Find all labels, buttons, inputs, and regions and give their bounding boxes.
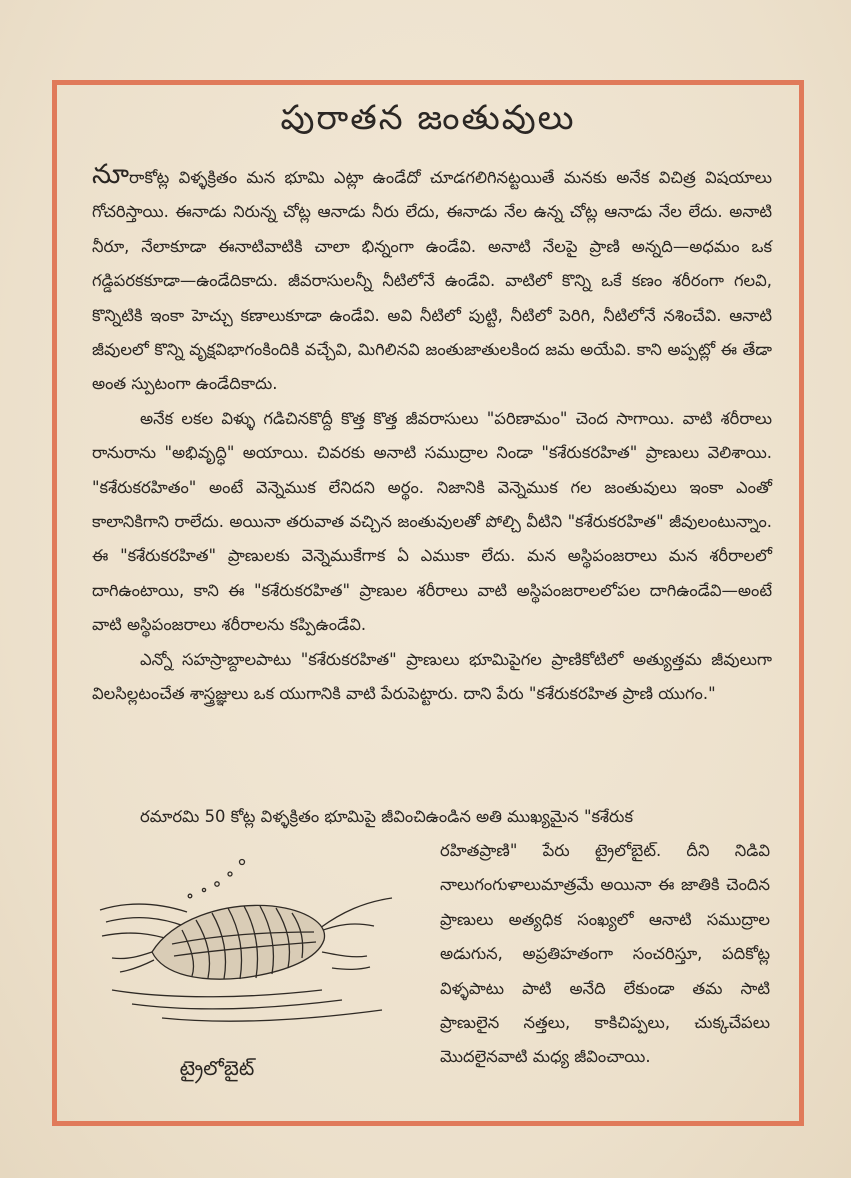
paragraph-1-text: రాకోట్ల విళ్ళక్రితం మన భూమి ఎట్లా ఉండేదో చూడగలిగినట్టయితే మనకు అనేక విచిత్ర విషయాలు గోచరిస్తాయి. ఈనాడు నిరున్న చోట్ల ఆనాడు నీరు లేదు, ఈనాడు నేల ఉన్న చోట్ల ఆనాడు నేల లేదు. అనాటి నీరూ, నేలాకూడా ఈనాటివాటికి చాలా భిన్నంగా ఉండేవి. అనాటి నేలపై ప్రాణి అన్నది—అధమం ఒక గడ్డిపరకకూడా—ఉండేదికాదు. జీవరాసులన్నీ నీటిలోనే ఉండేవి. వాటిలో కొన్ని ఒకే కణం శరీరంగా గలవి, కొన్నిటికి ఇంకా హెచ్చు కణాలుకూడా ఉండేవి. అవి నీటిలో పుట్టి, నీటిలో పెరిగి, నీటిలోనే నశించేవి. ఆనాటి జీవులలో కొన్ని వృక్షవిభాగంకిందికి వచ్చేవి, మిగిలినవి జంతుజాతులకింద జమ అయేవి. కాని అప్పట్లో ఈ తేడా అంత స్పుటంగా ఉండేదికాదు. <box>92 168 772 394</box>
drop-cap: నూ <box>92 159 129 190</box>
paragraph-3: ఎన్నో సహస్రాబ్దాలపాటు "కశేరుకరహిత" ప్రాణులు భూమిపైగల ప్రాణికోటిలో అత్యుత్తమ జీవులుగా విలసిల్లటంచేత శాస్త్రజ్ఞులు ఒక యుగానికి వాటి పేరుపెట్టారు. దాని పేరు "కశేరుకరహిత ప్రాణి యుగం." <box>92 649 772 704</box>
paragraph-2: అనేక లకల విళ్ళు గడిచినకొద్దీ కొత్త కొత్త జీవరాసులు "పరిణామం" చెంద సాగాయి. వాటి శరీరాలు రానురాను "అభివృద్ధి" అయాయి. చివరకు అనాటి సముద్రాల నిండా "కశేరుకరహిత" ప్రాణులు వెలిశాయి. "కశేరుకరహితం" అంటే వెన్నెముక లేనిదని అర్థం. నిజానికి వెన్నెముక గల జంతువులు ఇంకా ఎంతో కాలానికిగాని రాలేదు. అయినా తరువాత వచ్చిన జంతువులతో పోల్చి వీటిని "కశేరుకరహిత" జీవులంటున్నాం. ఈ "కశేరుకరహిత" ప్రాణులకు వెన్నెముకేగాక ఏ ఎముకా లేదు. మన అస్థిపంజరాలు మన శరీరాలలో దాగిఉంటాయి, కాని ఈ "కశేరుకరహిత" ప్రాణుల శరీరాలు వాటి అస్థిపంజరాలలోపల దాగిఉండేవి—అంటే వాటి అస్థిపంజరాలు శరీరాలను కప్పిఉండేవి. <box>92 408 772 635</box>
article-body <box>92 158 772 712</box>
paragraph-4-continued: రహితప్రాణి" పేరు ట్రైలోబైట్. దీని నిడివి నాలుగంగుళాలుమాత్రమే అయినా ఈ జాతికి చెందిన ప్రాణులు అత్యధిక సంఖ్యలో ఆనాటి సముద్రాల అడుగున, అప్రతిహతంగా సంచరిస్తూ, పదికోట్ల విళ్ళపాటు పాటి అనేది లేకుండా తమ సాటి ప్రాణులైన నత్తలు, కాకిచిప్పలు, చుక్కచేపలు మొదలైనవాటి మధ్య జీవించాయి. <box>440 841 770 1067</box>
page-title: పురాతన జంతువులు <box>280 98 576 138</box>
paragraph-4-first-line: రమారమి 50 కోట్ల విళ్ళక్రితం భూమిపై జీవించిఉండిన అతి ముఖ్యమైన "కశేరుక <box>140 807 634 826</box>
trilobite-illustration <box>92 840 422 1030</box>
figure-caption: ట్రైలోబైట్ <box>179 1056 255 1080</box>
paragraph-1 <box>92 158 772 402</box>
